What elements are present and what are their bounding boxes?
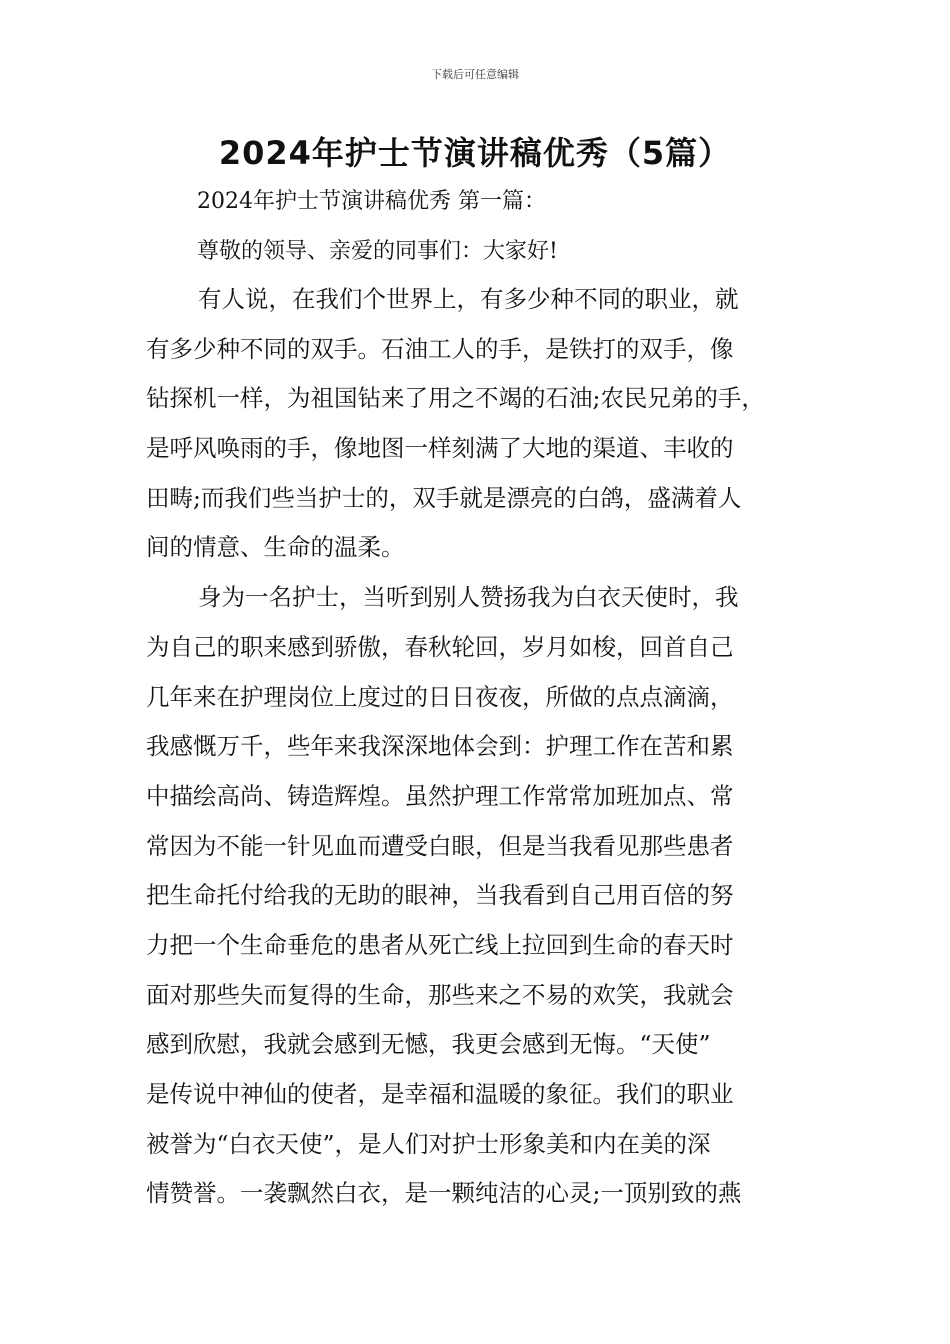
text-line: 中描绘高尚、铸造辉煌。虽然护理工作常常加班加点、常: [146, 781, 734, 810]
text-line: 我感慨万千，些年来我深深地体会到：护理工作在苦和累: [146, 732, 734, 761]
text-line: 是呼风唤雨的手，像地图一样刻满了大地的渠道、丰收的: [146, 434, 734, 463]
text-line: 是传说中神仙的使者，是幸福和温暖的象征。我们的职业: [146, 1080, 734, 1108]
greeting: 尊敬的领导、亲爱的同事们：大家好!: [197, 239, 558, 264]
text-line: 有人说，在我们个世界上，有多少种不同的职业，就: [198, 285, 739, 313]
text-line: 力把一个生命垂危的患者从死亡线上拉回到生命的春天时: [146, 930, 734, 959]
text-line: 感到欣慰，我就会感到无憾，我更会感到无悔。“天使”: [146, 1030, 711, 1059]
text-line: 身为一名护士，当听到别人赞扬我为白衣天使时，我: [198, 583, 739, 612]
body-text: [146, 284, 826, 1228]
text-line: 钻探机一样，为祖国钻来了用之不竭的石油;农民兄弟的手，: [146, 384, 765, 413]
text-line: 面对那些失而复得的生命，那些来之不易的欢笑，我就会: [146, 980, 734, 1009]
section-title: 2024年护士节演讲稿优秀 第一篇：: [197, 189, 546, 214]
text-line: 为自己的职来感到骄傲，春秋轮回，岁月如梭，回首自己: [146, 632, 734, 661]
text-line: 几年来在护理岗位上度过的日日夜夜，所做的点点滴滴，: [146, 682, 734, 711]
text-line: 田畴;而我们些当护士的，双手就是漂亮的白鸽，盛满着人: [146, 483, 742, 512]
header-note: 下载后可任意编辑: [431, 68, 519, 81]
text-line: 常因为不能一针见血而遭受白眼，但是当我看见那些患者: [146, 831, 734, 860]
text-line: 有多少种不同的双手。石油工人的手，是铁打的双手，像: [146, 334, 734, 363]
text-line: 被誉为“白衣天使”，是人们对护士形象美和内在美的深: [146, 1129, 711, 1158]
document-title: 2024年护士节演讲稿优秀（5篇）: [218, 134, 732, 172]
text-line: 间的情意、生命的温柔。: [146, 533, 405, 562]
text-line: 把生命托付给我的无助的眼神，当我看到自己用百倍的努: [146, 881, 734, 910]
text-line: 情赞誉。一袭飘然白衣，是一颗纯洁的心灵;一顶别致的燕: [146, 1179, 742, 1208]
